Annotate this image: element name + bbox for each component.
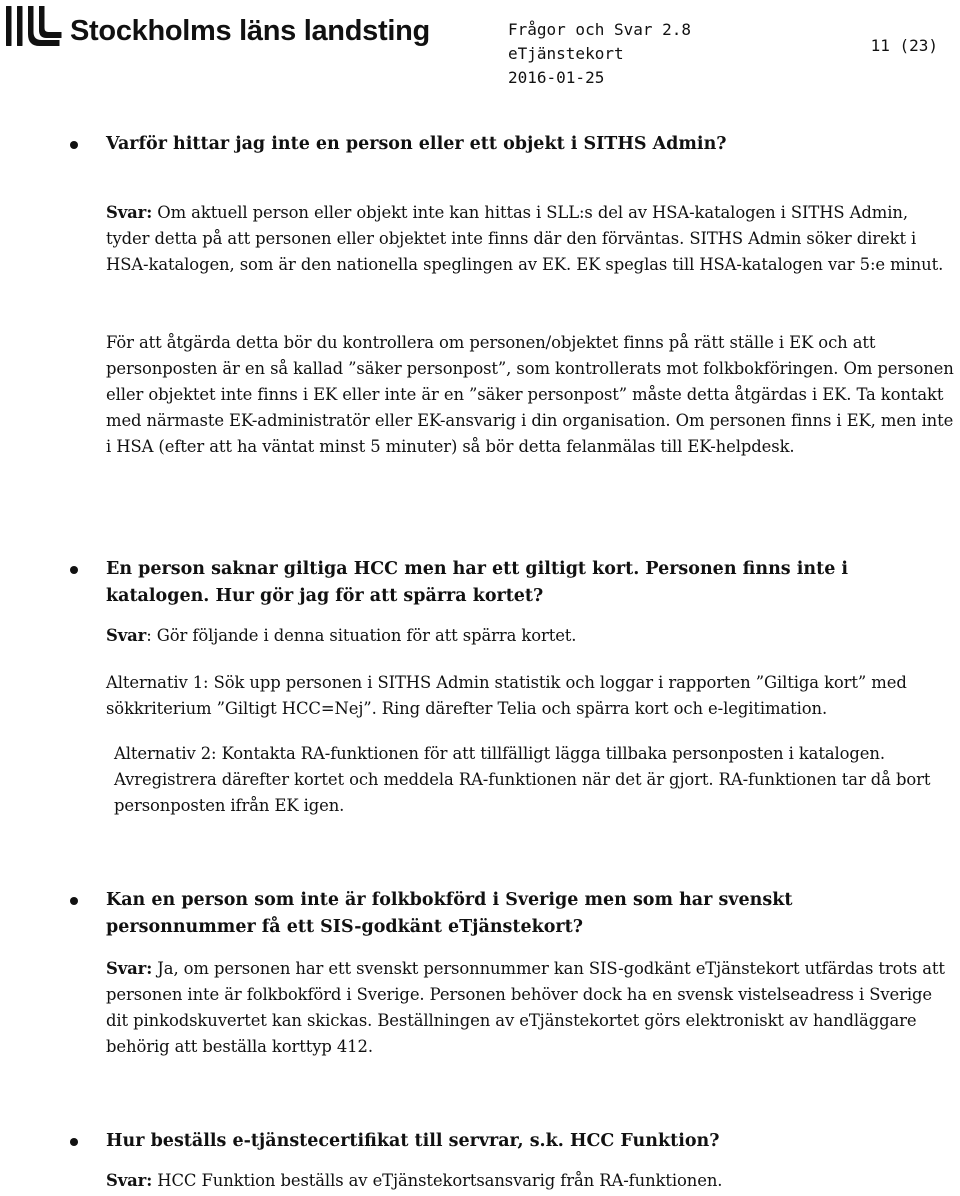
bullet-icon	[70, 566, 78, 574]
bullet-icon	[70, 141, 78, 149]
brand-name: Stockholms läns landsting	[70, 15, 430, 47]
doc-title: Frågor och Svar 2.8	[508, 20, 692, 39]
answer-paragraph	[106, 956, 954, 1060]
answer-text: Ja, om personen har ett svenskt personnummer kan SIS-godkänt eTjänstekort utfärdas trots att personen inte är folkbokförd i Sverige. Personen behöver dock ha en svensk vistelseadress i Sverige dit pinkodskuvertet kan skickas. Beställningen av eTjänstekortet görs elektroniskt av handläggare behörig att beställa korttyp 412.	[106, 959, 945, 1056]
alternative-1-paragraph: Alternativ 1: Sök upp personen i SITHS Admin statistik och loggar i rapporten ”Giltiga kort” med sökkriterium ”Giltigt HCC=Nej”. Ring därefter Telia och spärra kort och e-legitimation.	[106, 673, 907, 718]
doc-subtitle: eTjänstekort	[508, 44, 624, 63]
answer-text: Om aktuell person eller objekt inte kan hittas i SLL:s del av HSA-katalogen i SITHS Admin, tyder detta på att personen eller objektet inte finns där den förväntas. SITHS Admin söker direkt i HSA-katalogen, som är den nationella speglingen av EK. EK speglas till HSA-katalogen var 5:e minut.	[106, 203, 944, 274]
answer-text: HCC Funktion beställs av eTjänstekortsansvarig från RA-funktionen.	[157, 1171, 723, 1190]
answer-paragraph	[106, 200, 954, 278]
answer-label: Svar:	[106, 959, 153, 978]
question-heading: Kan en person som inte är folkbokförd i Sverige men som har svenskt personnummer få ett SIS-godkänt eTjänstekort?	[106, 890, 793, 937]
bullet-icon	[70, 897, 78, 905]
doc-date: 2016-01-25	[508, 68, 605, 87]
answer-label: Svar	[106, 626, 147, 645]
question-heading: Varför hittar jag inte en person eller ett objekt i SITHS Admin?	[106, 134, 727, 154]
answer-paragraph	[106, 623, 954, 649]
page-header	[0, 0, 960, 90]
question-heading: En person saknar giltiga HCC men har ett giltigt kort. Personen finns inte i katalogen. Hur gör jag för att spärra kortet?	[106, 559, 849, 606]
document-meta	[508, 18, 691, 90]
page-number: 11 (23)	[870, 36, 938, 55]
answer-paragraph	[106, 1168, 954, 1194]
sll-logo-icon	[4, 4, 62, 50]
answer-label: Svar:	[106, 203, 153, 222]
sll-logo	[4, 4, 430, 50]
alternative-2-paragraph: Alternativ 2: Kontakta RA-funktionen för att tillfälligt lägga tillbaka personposten i katalogen. Avregistrera därefter kortet och meddela RA-funktionen när det är gjort. RA-funktionen tar då bort personposten ifrån EK igen.	[114, 744, 931, 815]
answer-label: Svar:	[106, 1171, 153, 1190]
bullet-icon	[70, 1138, 78, 1146]
answer-paragraph: För att åtgärda detta bör du kontrollera om personen/objektet finns på rätt ställe i EK och att personposten är en så kallad ”säker personpost”, som kontrollerats mot folkbokföringen. Om personen eller objektet inte finns i EK eller inte är en ”säker personpost” måste detta åtgärdas i EK. Ta kontakt med närmaste EK-administratör eller EK-ansvarig i din organisation. Om personen finns i EK, men inte i HSA (efter att ha väntat minst 5 minuter) så bör detta felanmälas till EK-helpdesk.	[106, 333, 954, 456]
question-heading: Hur beställs e-tjänstecertifikat till servrar, s.k. HCC Funktion?	[106, 1131, 720, 1151]
answer-text: : Gör följande i denna situation för att spärra kortet.	[146, 626, 577, 645]
